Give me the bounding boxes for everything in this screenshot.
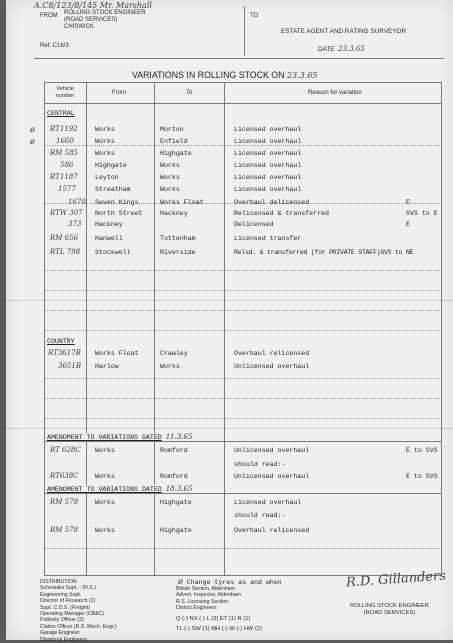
col-header-vehicle: Vehicle number <box>56 86 75 99</box>
handwritten-note: A.C8/123/8/145 Mr. Marshall <box>34 1 152 10</box>
amendment-heading: AMENDMENT TO VARIATIONS DATED 18.3.65 <box>47 485 193 493</box>
margin-mark: ø <box>30 125 35 134</box>
to-label: TO <box>250 13 259 19</box>
from-address: ROLLING STOCK ENGINEER (ROAD SERVICES) CHISWICK <box>64 10 146 30</box>
col-header-to: To <box>186 90 193 96</box>
distribution-list: DISTRIBUTION Schedules Supt. - (R.S.) Engineering Supt. Director of Research (2) Supt. C.D.S. (Freight) Operating Manager (CB&C) Publicity Officer (2) Claims Officer (R.S. Mech. Engr.) Garage Engineer Divisional Engineers <box>40 579 117 643</box>
amendment-heading: AMENDMENT TO VARIATIONS DATED 11.3.65 <box>47 433 193 441</box>
tally-codes: Q (-) NX (-) L (3) ET (1) R (1) TL (-) SW (1) MH (-) W (-) HW (2) <box>176 616 263 632</box>
distribution-list-2: Blinds Section, Aldenham Advert. Inspector, Aldenham R.S. Licensing Section District Engineers <box>176 586 241 612</box>
section-label-country: COUNTRY <box>47 338 75 345</box>
reference: Ref. C16/3 <box>40 43 69 49</box>
should-read-note: should read:- <box>234 512 286 519</box>
signature: R.D. Gillanders <box>345 568 447 591</box>
signatory-title: ROLLING STOCK ENGINEER (ROAD SERVICES) <box>350 603 429 616</box>
from-label: FROM <box>40 13 58 19</box>
date-line: DATE 23.3.65 <box>318 45 365 53</box>
margin-mark: ø <box>30 137 35 146</box>
document-sheet: A.C8/123/8/145 Mr. Marshall FROM ROLLING STOCK ENGINEER (ROAD SERVICES) CHISWICK Ref. C16/3 TO ESTATE AGENT AND RATING SURVEYOR DATE 23.3.65 VARIATIONS IN ROLLING STOCK ON 23.3.65 Vehicle number From To Reason for variation ø ø CENTRAL RT1192 Works Morton Licensed overhaul 1660 Works Enfield Licensed overhaul RM 585 Works Highgate Licensed overhaul 586 Highgate Works Licensed overhaul RT1187 Leyton Works Licensed overhaul 1577 Streatham Works Licensed overhaul 1670 Seven Kings Works Float Overhaul delicensed E RTW 307 North Street Hackney Relicensed & transferred SVS to E 373 Hackney Delicensed E RM 656 Hanwell Tottenham Licensed transfer RTL 798 Stockwell Riverside Relsd. & transferred (for PRIVATE STAFF)SVS to NE COUNTRY RT3617B Works Float Crawley Overhaul relicensed 3651B Harlow Works Unlicensed overhaul AMENDMENT TO VARIATIONS DATED 11.3.65 RT 628C Works Romford Unlicensed overhaul E to SVS should read:- RT638C Works Romford Unlicensed overhaul E to SVS AMENDMENT TO VARIATIONS DATED 18.3.65 RM 578 Works Highgate Licensed overhaul should read:- RM 578 Works Highgate Overhaul relicensed DISTRIBUTION Schedules Supt. - (R.S.) Engineering Supt. Director of Research (2) Supt. C.D.S. (Freight) Operating Manager (CB&C) Publicity Officer (2) Claims Officer (R.S. Mech. Engr.) Garage Engineer Divisional Engineers ø Change tyres as and when Blinds Section, Aldenham Advert. Inspector, Aldenham R.S. Licensing Section District Engineers Q (-) NX (-) L (3) ET (1) R (1) TL (-) SW (1) MH (-) W (-) HW (2) R.D. Gillanders ROLLING STOCK ENGINEER (ROAD SERVICES) <box>6 0 453 640</box>
page-title: VARIATIONS IN ROLLING STOCK ON 23.3.65 <box>132 70 318 80</box>
to-address: ESTATE AGENT AND RATING SURVEYOR <box>281 28 407 35</box>
col-header-from: From <box>112 90 126 96</box>
col-header-reason: Reason for variation <box>308 90 362 96</box>
should-read-note: should read:- <box>234 461 286 468</box>
section-label-central: CENTRAL <box>47 110 75 117</box>
tyre-note: ø Change tyres as and when <box>178 577 282 586</box>
